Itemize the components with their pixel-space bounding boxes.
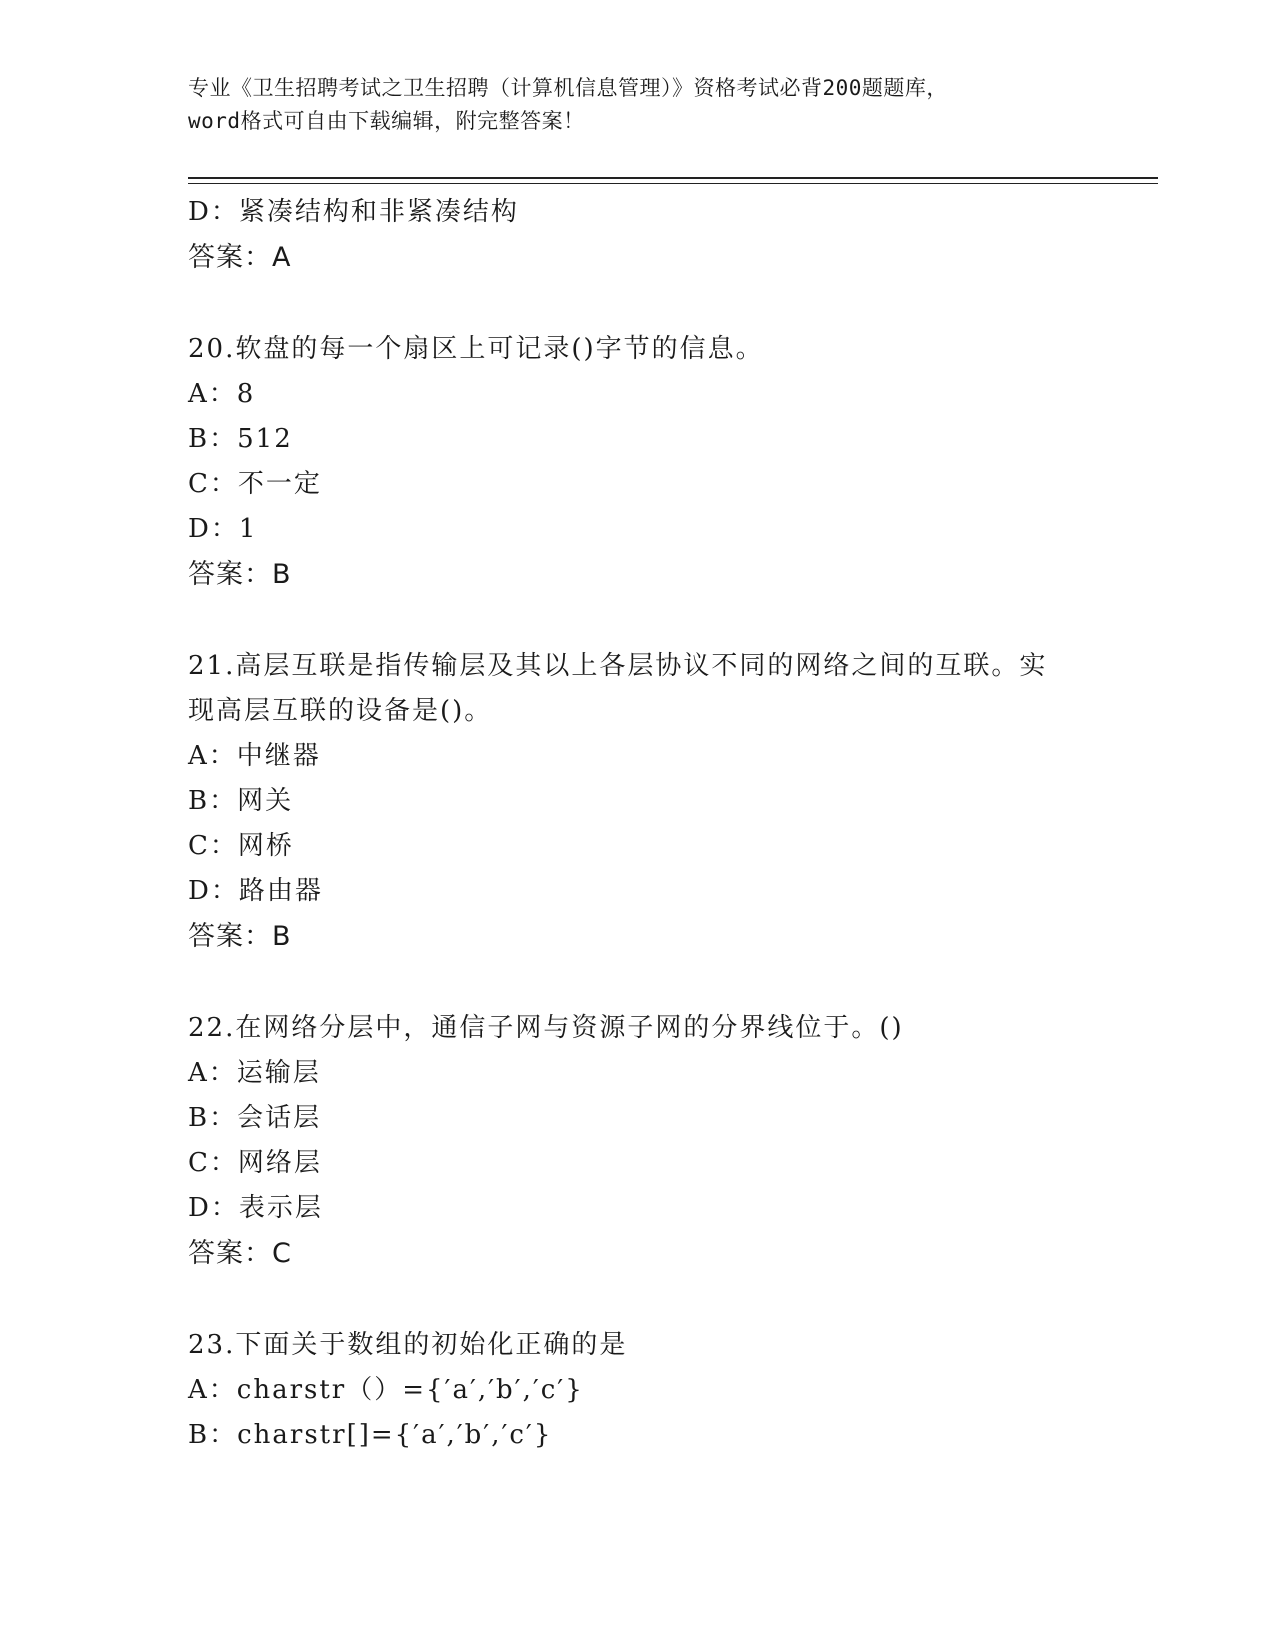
option-b: B：512 [188,424,293,454]
option-a: A：中继器 [188,741,321,771]
question-stem-line-2: 现高层互联的设备是()。 [188,696,493,726]
document-header [188,72,1088,138]
answer-line: 答案：C [188,1238,292,1269]
option-b: B：网关 [188,786,294,816]
option-c: C：网桥 [188,831,294,861]
question-stem-line-1: 21.高层互联是指传输层及其以上各层协议不同的网络之间的互联。实 [188,651,1048,681]
option-b: B：会话层 [188,1103,322,1133]
question-stem: 20.软盘的每一个扇区上可记录()字节的信息。 [188,334,764,364]
option-d: D：紧凑结构和非紧凑结构 [188,197,519,227]
answer-line: 答案：B [188,921,292,952]
question-block-21 [188,644,1088,959]
header-divider-thin [188,183,1158,184]
option-b: B：charstr[]={′a′,′b′,′c′} [188,1420,553,1450]
question-stem: 22.在网络分层中，通信子网与资源子网的分界线位于。() [188,1013,904,1043]
option-d: D：表示层 [188,1193,323,1223]
answer-line: 答案：B [188,559,292,590]
header-divider-thick [188,177,1158,179]
question-block-22 [188,1006,1088,1276]
answer-line: 答案：A [188,242,292,273]
header-line-1: 专业《卫生招聘考试之卫生招聘（计算机信息管理）》资格考试必背200题题库， [188,76,948,100]
question-block-prev [188,190,1088,280]
option-a: A：8 [188,379,256,409]
question-list [188,190,1088,1458]
option-a: A：charstr（）={′a′,′b′,′c′} [188,1375,584,1405]
question-stem: 23.下面关于数组的初始化正确的是 [188,1330,628,1360]
option-c: C：网络层 [188,1148,322,1178]
option-d: D：路由器 [188,876,323,906]
option-d: D：1 [188,514,258,544]
header-line-2: word格式可自由下载编辑，附完整答案！ [188,109,585,133]
option-a: A：运输层 [188,1058,321,1088]
question-block-23 [188,1323,1088,1458]
question-block-20 [188,327,1088,597]
option-c: C：不一定 [188,469,322,499]
